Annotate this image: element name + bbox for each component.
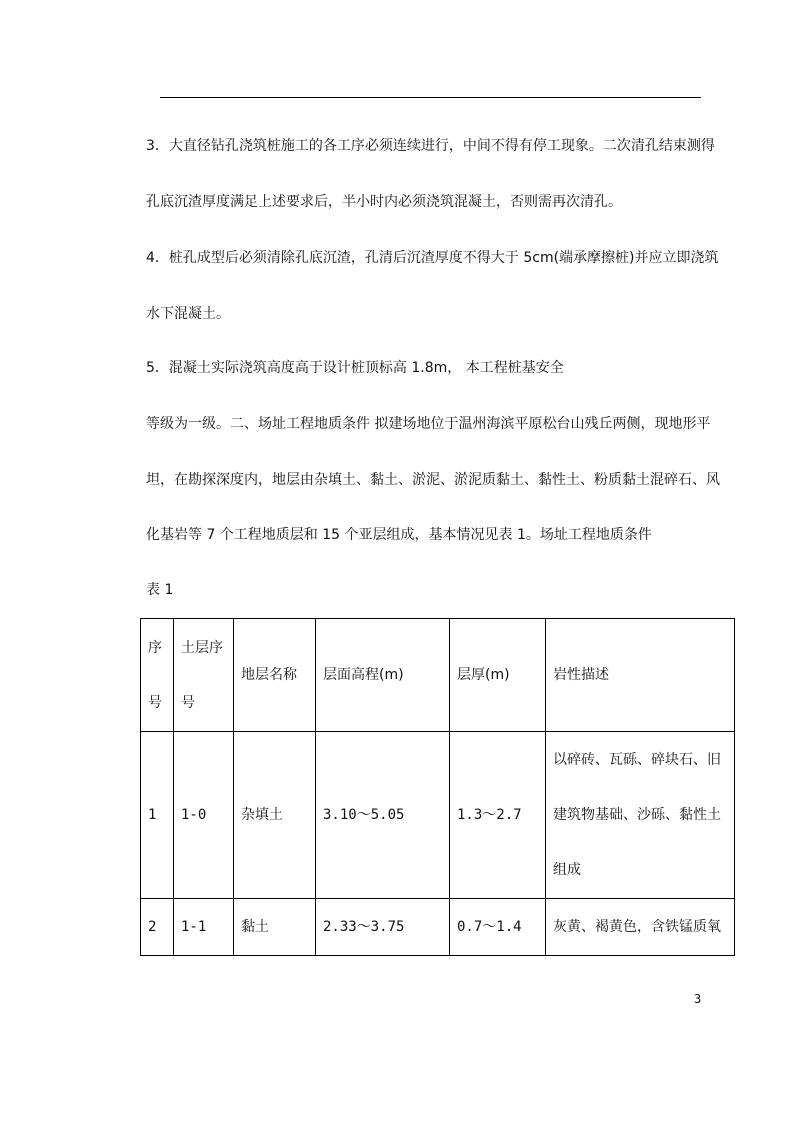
row2-name: 黏土 [234, 899, 316, 956]
row1-description-spacer2 [553, 829, 734, 856]
header-seq [141, 619, 174, 732]
header-layer-no-spacer [181, 662, 233, 689]
page-number: 3 [694, 992, 702, 1006]
header-description: 岩性描述 [546, 619, 735, 732]
table-caption: 表 1 [146, 582, 174, 598]
paragraph-line-1: 3．大直径钻孔浇筑桩施工的各工序必须连续进行，中间不得有停工现象。二次清孔结束测得 [146, 138, 715, 154]
paragraph-line-3: 4．桩孔成型后必须清除孔底沉渣，孔清后沉渣厚度不得大于 5cm(端承摩擦桩)并应立即浇筑 [146, 250, 719, 266]
paragraph-line-7: 坦，在勘探深度内，地层由杂填土、黏土、淤泥、淤泥质黏土、黏性土、粉质黏土混碎石、风 [146, 472, 720, 488]
paragraph-line-5: 5．混凝土实际浇筑高度高于设计桩顶标高 1.8m， 本工程桩基安全 [146, 360, 564, 376]
row1-thickness: 1.3～2.7 [450, 732, 546, 899]
paragraph-line-8: 化基岩等 7 个工程地质层和 15 个亚层组成，基本情况见表 1。场址工程地质条件 [146, 527, 652, 543]
header-rule [160, 97, 701, 98]
row1-name: 杂填土 [234, 732, 316, 899]
paragraph-line-4: 水下混凝土。 [146, 306, 230, 322]
row2-thickness: 0.7～1.4 [450, 899, 546, 956]
row2-layer-no: 1-1 [174, 899, 234, 956]
paragraph-line-2: 孔底沉渣厚度满足上述要求后，半小时内必须浇筑混凝土，否则需再次清孔。 [146, 194, 622, 210]
row2-elevation: 2.33～3.75 [316, 899, 450, 956]
row2-description: 灰黄、褐黄色，含铁锰质氧 [546, 899, 735, 956]
table-row [141, 899, 735, 956]
header-thickness: 层厚(m) [450, 619, 546, 732]
row2-seq: 2 [141, 899, 174, 956]
row1-layer-no: 1-0 [174, 732, 234, 899]
table-row [141, 732, 735, 899]
row1-description [546, 732, 735, 899]
row1-description-spacer1 [553, 774, 734, 801]
paragraph-line-6: 等级为一级。二、场址工程地质条件 拟建场地位于温州海滨平原松台山残丘两侧，现地形平 [146, 416, 711, 432]
header-seq-line1: 序 [148, 639, 162, 656]
header-elevation: 层面高程(m) [316, 619, 450, 732]
header-seq-spacer [148, 662, 173, 689]
row1-elevation: 3.10～5.05 [316, 732, 450, 899]
geology-table [140, 618, 735, 956]
row1-description-line2: 建筑物基础、沙砾、黏性土 [553, 807, 721, 823]
table-header-row [141, 619, 735, 732]
header-layer-no-line2: 号 [181, 694, 195, 711]
row1-description-line3: 组成 [553, 862, 581, 878]
header-seq-line2: 号 [148, 694, 162, 711]
header-name: 地层名称 [234, 619, 316, 732]
row1-seq: 1 [141, 732, 174, 899]
header-layer-no [174, 619, 234, 732]
row1-description-line1: 以碎砖、瓦砾、碎块石、旧 [553, 752, 721, 768]
header-layer-no-line1: 土层序 [181, 639, 223, 656]
